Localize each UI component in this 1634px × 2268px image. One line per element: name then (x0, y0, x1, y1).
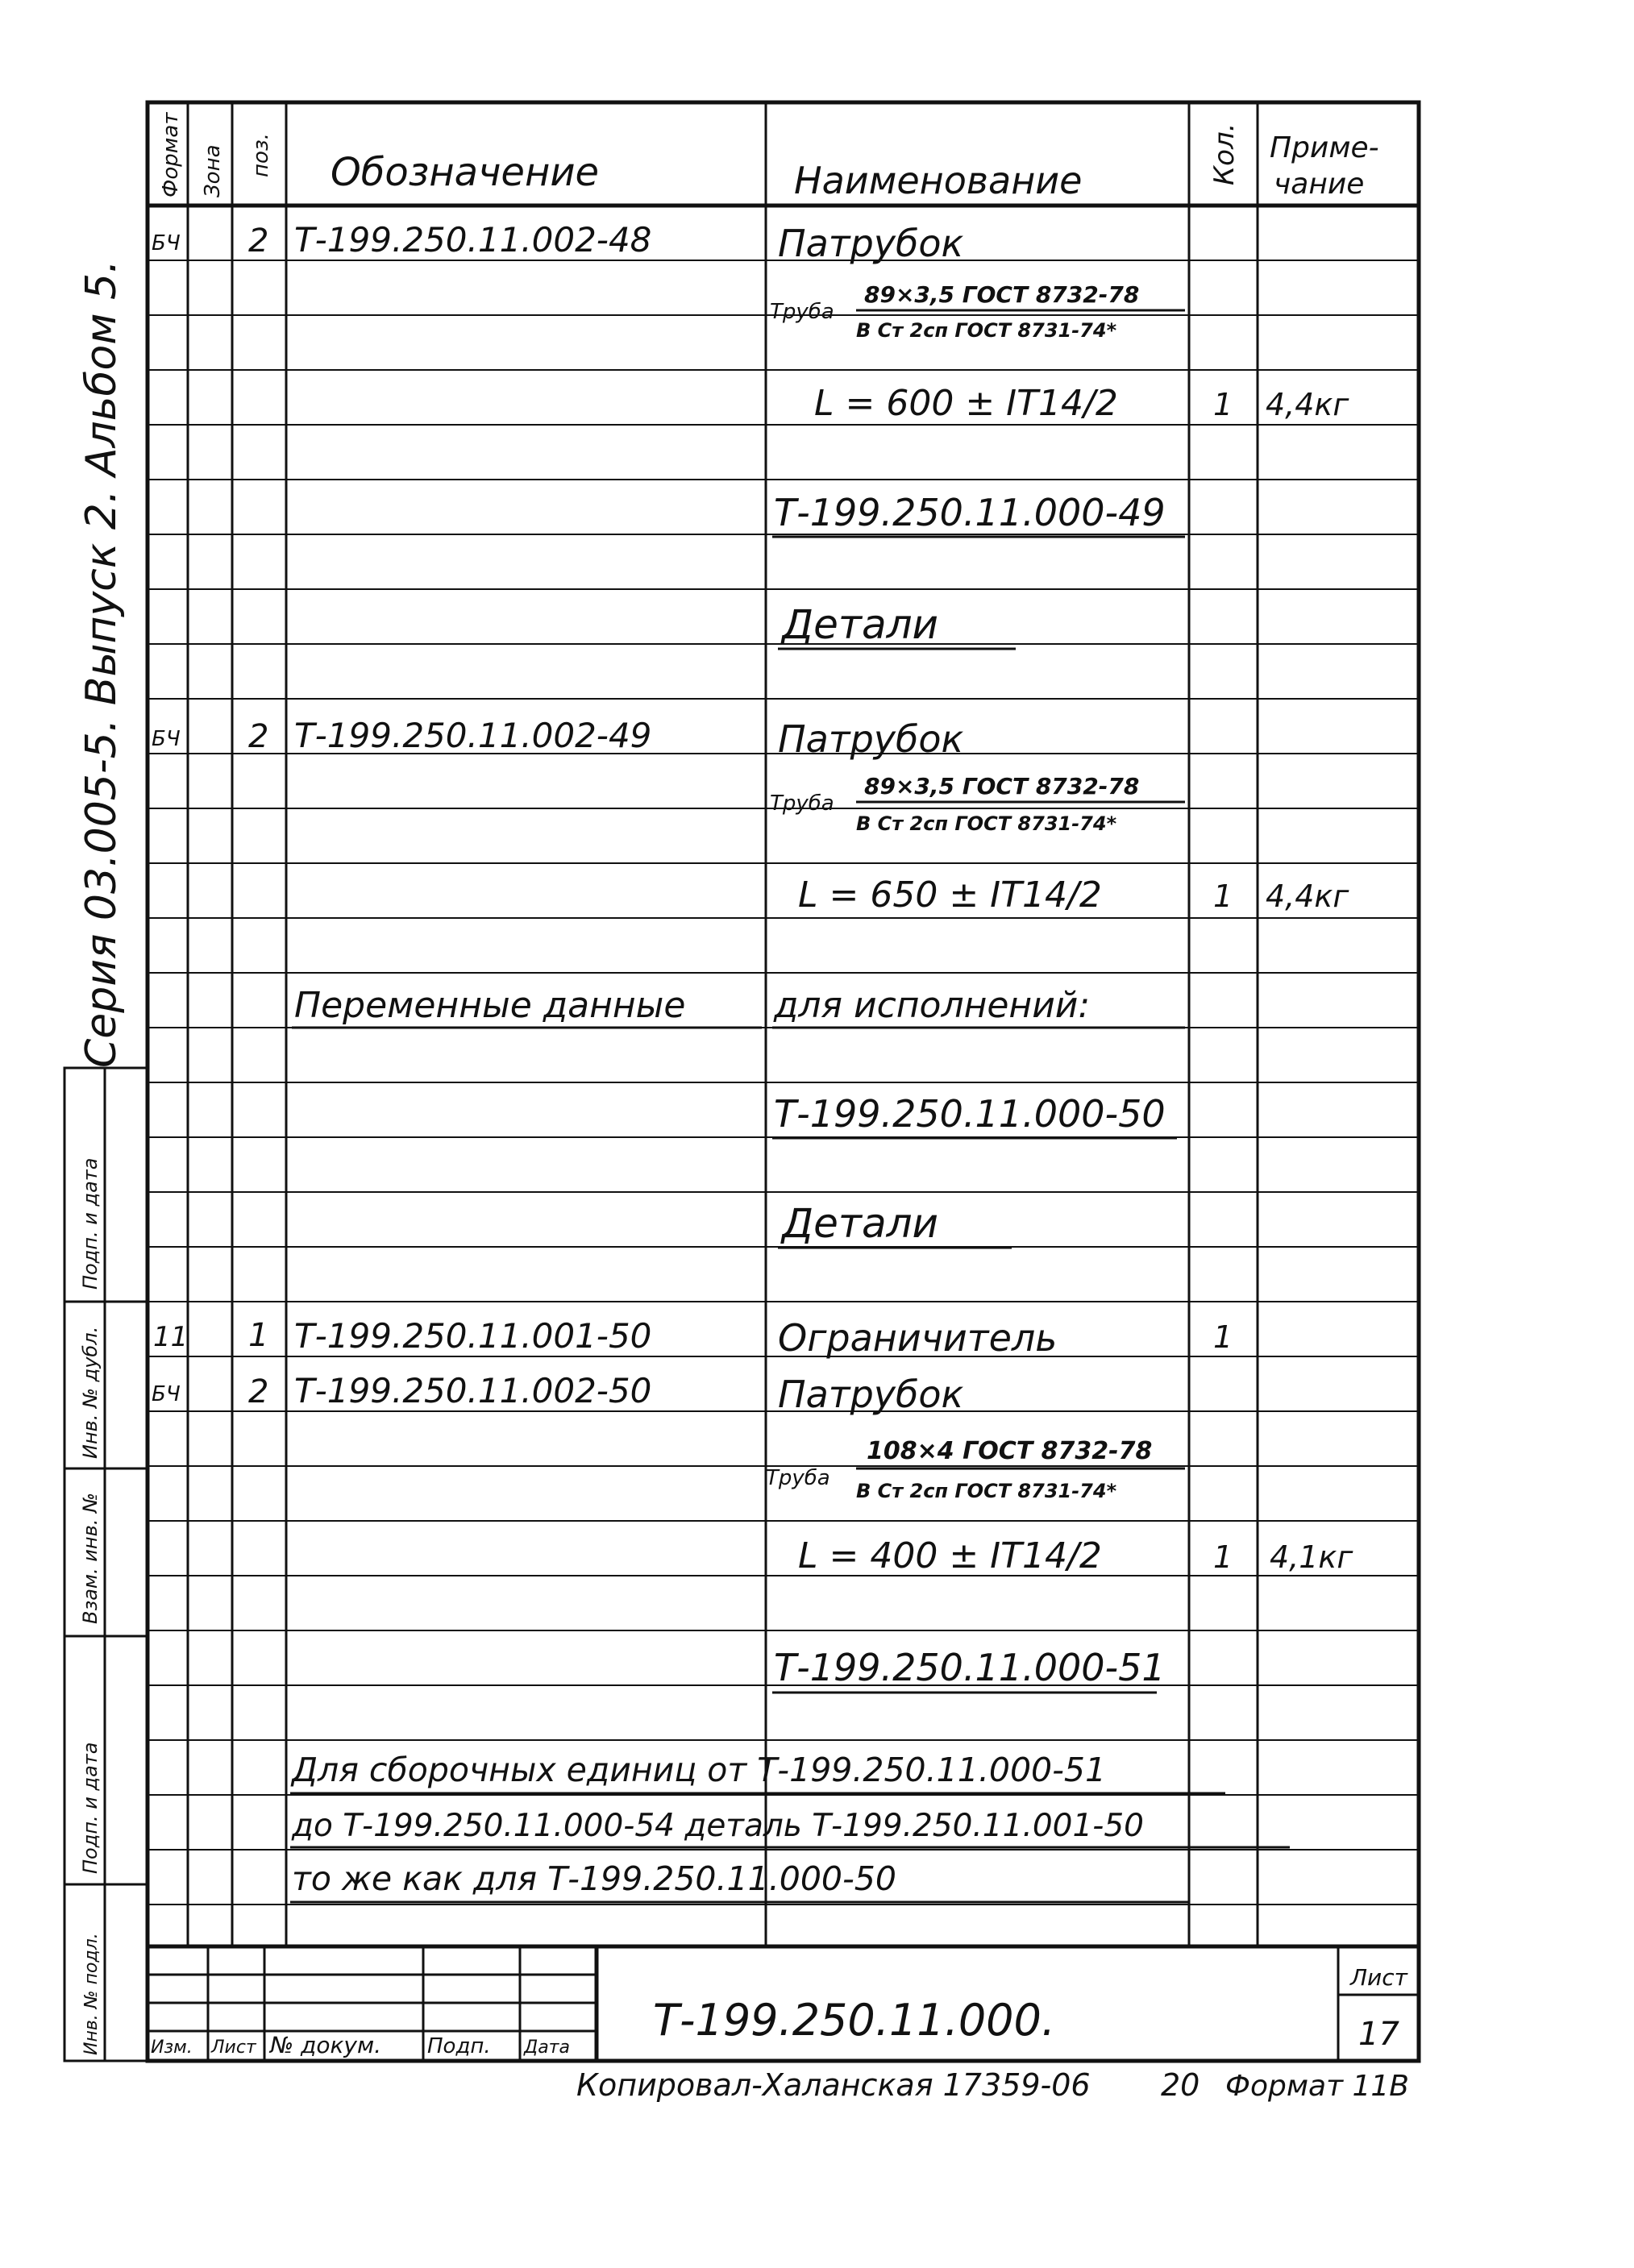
row-pos: 1 (248, 1317, 269, 1354)
row-note: 4,1кг (1270, 1539, 1353, 1575)
pipe-label: Труба (770, 791, 834, 816)
side-field-1: Инв. № подл. (81, 1933, 102, 2055)
table-row (766, 1437, 1185, 1502)
row-note: 4,4кг (1266, 387, 1349, 422)
header-zone: Зона (201, 144, 225, 197)
assembly-code: Т-199.250.11.000-50 (774, 1092, 1166, 1136)
row-designation: Т-199.250.11.002-50 (294, 1371, 652, 1410)
section-parts: Детали (782, 1200, 939, 1247)
row-length: L = 650 ± IT14/2 (798, 874, 1102, 916)
table-row (772, 491, 1185, 537)
pipe-label: Труба (770, 300, 834, 324)
header-qty: Кол. (1208, 123, 1241, 185)
header-designation: Обозначение (331, 150, 600, 195)
pipe-spec-top: 89×3,5 ГОСТ 8732-78 (864, 281, 1140, 308)
row-name: Патрубок (778, 717, 964, 761)
table-row (153, 1316, 1233, 1360)
side-field-4: Инв. № дубл. (79, 1326, 102, 1459)
row-format: БЧ (152, 231, 181, 255)
table-row (772, 1646, 1166, 1693)
row-length: L = 400 ± IT14/2 (798, 1535, 1102, 1576)
pipe-label: Труба (766, 1466, 830, 1490)
table-row (770, 281, 1185, 342)
table-row (290, 1859, 1189, 1902)
pipe-spec-top: 108×4 ГОСТ 8732-78 (867, 1437, 1153, 1465)
note-line-2: до Т-199.250.11.000-54 деталь Т-199.250.11.001-50 (292, 1808, 1144, 1844)
pipe-spec-top: 89×3,5 ГОСТ 8732-78 (864, 773, 1140, 800)
assembly-code: Т-199.250.11.000-49 (774, 491, 1166, 534)
header-pos: поз. (249, 133, 273, 177)
table-row (290, 1751, 1225, 1793)
side-field-3: Взам. инв. № (79, 1493, 102, 1624)
row-qty: 1 (1213, 1539, 1233, 1575)
footer-format: Формат 11В (1225, 2070, 1410, 2103)
row-note: 4,4кг (1266, 879, 1349, 914)
row-qty: 1 (1213, 387, 1233, 422)
pipe-spec-bottom: В Ст 2сп ГОСТ 8731-74* (856, 812, 1117, 835)
row-format: БЧ (152, 1382, 181, 1406)
header-name: Наименование (794, 159, 1083, 202)
tb-sheet-label: Лист (1350, 1964, 1407, 1991)
section-parts: Детали (782, 601, 939, 648)
row-name: Патрубок (778, 1373, 964, 1416)
table-row (772, 1092, 1177, 1138)
row-name: Ограничитель (778, 1316, 1058, 1360)
row-qty: 1 (1213, 879, 1233, 914)
footer-copied-by: Копировал-Халанская 17359-06 (576, 2067, 1091, 2103)
row-name: Патрубок (778, 222, 964, 265)
note-line-3: то же как для Т-199.250.11.000-50 (292, 1859, 896, 1898)
row-pos: 2 (248, 718, 269, 755)
tb-sign: Подп. (427, 2034, 491, 2058)
table-row (770, 773, 1185, 835)
pipe-spec-bottom: В Ст 2сп ГОСТ 8731-74* (856, 1480, 1117, 1502)
table-row (152, 1371, 964, 1416)
table-row (292, 985, 1185, 1028)
header-note-line1: Приме- (1270, 131, 1379, 164)
row-pos: 2 (248, 222, 269, 260)
table-row (798, 1535, 1353, 1576)
row-format: 11 (153, 1321, 189, 1353)
table-row (152, 220, 964, 265)
row-pos: 2 (248, 1373, 269, 1410)
header-note-line2: чание (1274, 168, 1365, 201)
tb-list: Лист (211, 2037, 256, 2058)
side-field-5: Подп. и дата (79, 1157, 102, 1290)
assembly-code: Т-199.250.11.000-51 (774, 1646, 1166, 1689)
table-row (778, 1200, 1012, 1248)
table-row (814, 383, 1349, 424)
tb-date: Дата (524, 2037, 570, 2058)
row-designation: Т-199.250.11.002-49 (294, 716, 652, 755)
pipe-spec-bottom: В Ст 2сп ГОСТ 8731-74* (856, 319, 1117, 342)
document-code: Т-199.250.11.000. (653, 1995, 1056, 2046)
row-designation: Т-199.250.11.002-48 (294, 220, 652, 260)
table-row (798, 874, 1349, 916)
note-line-1: Для сборочных единиц от Т-199.250.11.000-51 (292, 1751, 1107, 1789)
table-row (290, 1808, 1290, 1847)
footer-number: 20 (1161, 2067, 1200, 2103)
row-qty: 1 (1213, 1319, 1233, 1355)
row-format: БЧ (152, 727, 181, 751)
side-field-2: Подп. и дата (79, 1742, 102, 1874)
series-album-label: Серия 03.005-5. Выпуск 2. Альбом 5. (77, 260, 126, 1068)
header-format: Формат (159, 112, 183, 197)
row-designation: Т-199.250.11.001-50 (294, 1316, 652, 1356)
variable-data-label-cont: для исполнений: (774, 985, 1091, 1026)
variable-data-label: Переменные данные (294, 985, 686, 1026)
tb-izm: Изм. (151, 2037, 193, 2058)
tb-doc-no: № докум. (270, 2032, 382, 2058)
table-row (778, 601, 1016, 649)
sheet-number: 17 (1358, 2016, 1399, 2053)
row-length: L = 600 ± IT14/2 (814, 383, 1118, 424)
